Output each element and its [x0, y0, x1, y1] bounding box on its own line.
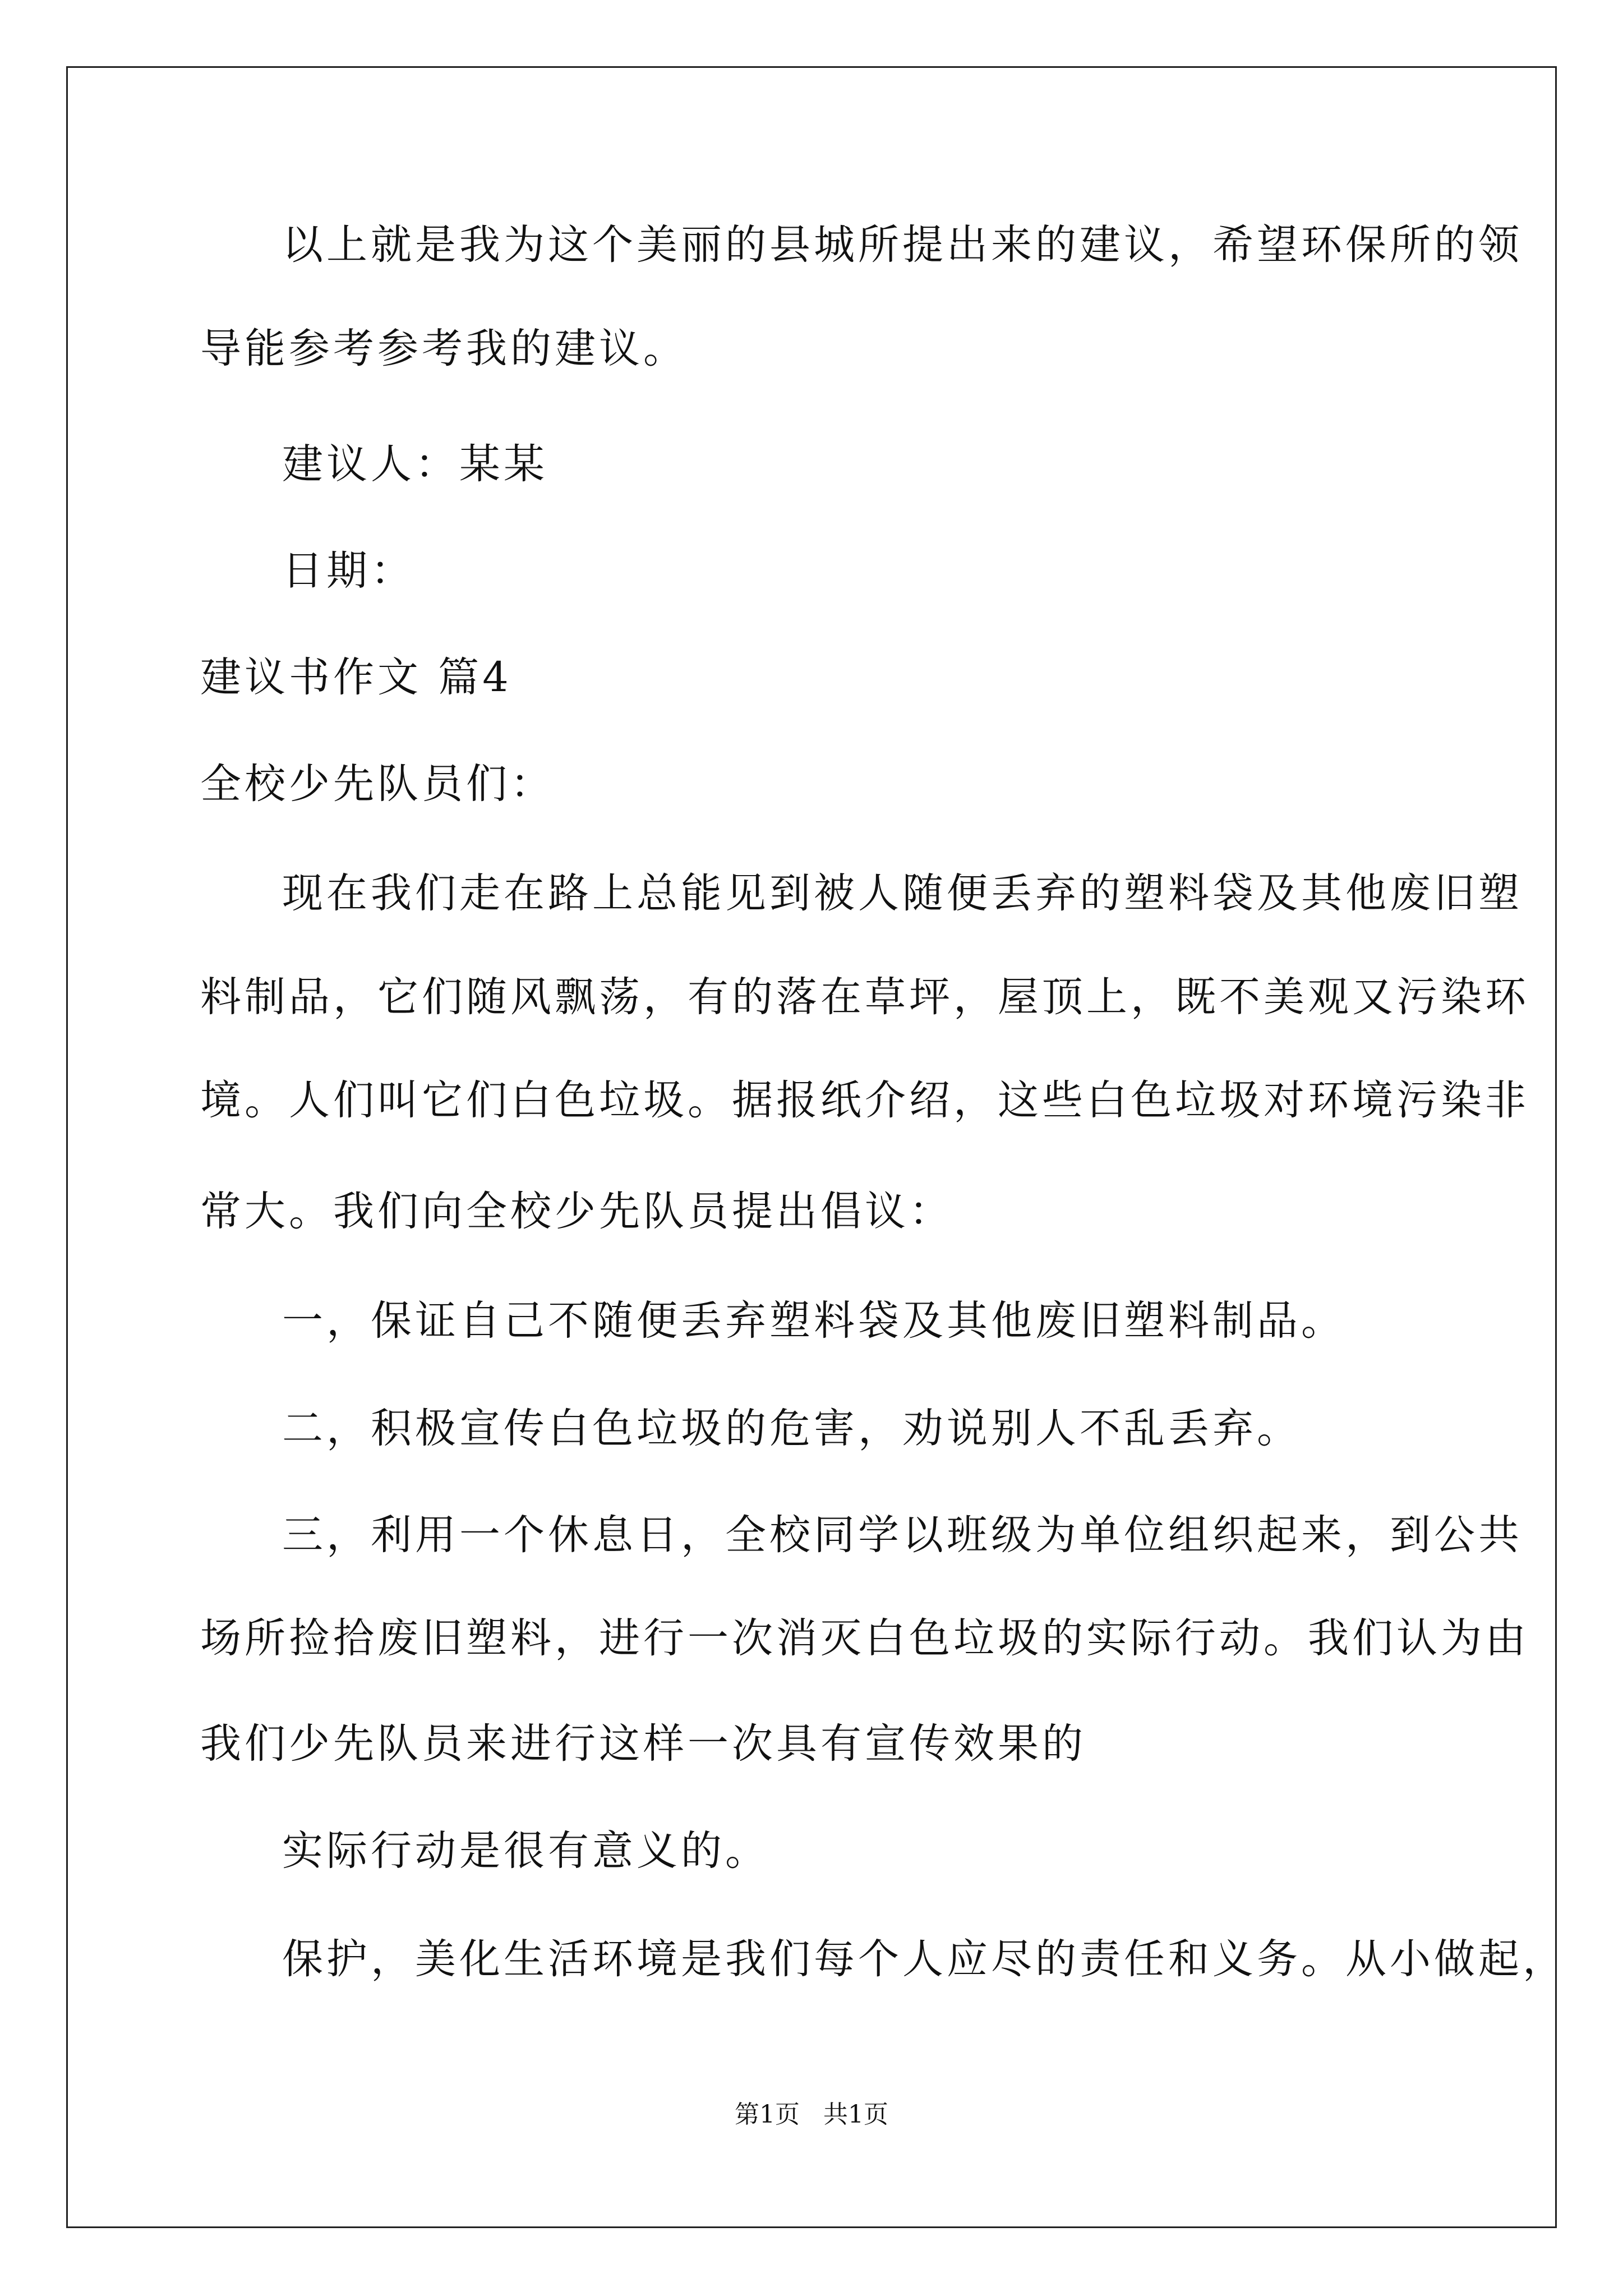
text-line-14: 场所捡拾废旧塑料，进行一次消灭白色垃圾的实际行动。我们认为由 — [200, 1614, 1529, 1662]
text-line-3: 建议人：某某 — [282, 440, 548, 488]
text-line-16: 实际行动是很有意义的。 — [282, 1827, 769, 1875]
text-line-8: 料制品，它们随风飘荡，有的落在草坪，屋顶上，既不美观又污染环 — [200, 973, 1529, 1021]
text-line-15: 我们少先队员来进行这样一次具有宣传效果的 — [200, 1720, 1086, 1768]
text-line-9: 境。人们叫它们白色垃圾。据报纸介绍，这些白色垃圾对环境污染非 — [200, 1076, 1529, 1124]
text-line-12: 二，积极宣传白色垃圾的危害，劝说别人不乱丢弃。 — [282, 1405, 1301, 1452]
text-line-11: 一，保证自己不随便丢弃塑料袋及其他废旧塑料制品。 — [282, 1297, 1345, 1345]
text-line-17: 保护，美化生活环境是我们每个人应尽的责任和义务。从小做起， — [282, 1935, 1567, 1983]
text-line-6: 全校少先队员们： — [200, 760, 555, 808]
page-footer: 第1页 共1页 — [735, 2100, 888, 2129]
text-line-4: 日期： — [282, 547, 415, 595]
text-line-13: 三，利用一个休息日，全校同学以班级为单位组织起来，到公共 — [282, 1511, 1523, 1559]
text-line-7: 现在我们走在路上总能见到被人随便丢弃的塑料袋及其他废旧塑 — [282, 869, 1523, 917]
text-line-2: 导能参考参考我的建议。 — [200, 325, 688, 372]
section-heading: 建议书作文 篇4 — [200, 654, 512, 701]
page-border — [66, 66, 1557, 2228]
text-line-1: 以上就是我为这个美丽的县城所提出来的建议，希望环保所的领 — [282, 221, 1523, 269]
text-line-10: 常大。我们向全校少先队员提出倡议： — [200, 1188, 953, 1235]
